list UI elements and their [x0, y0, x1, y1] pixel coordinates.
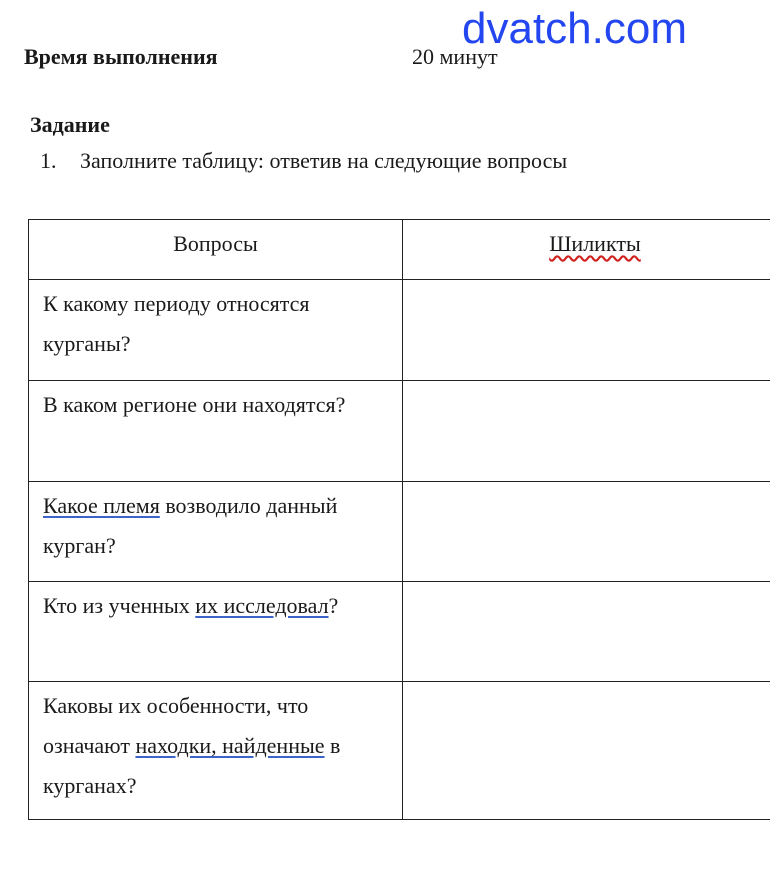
task-item-text: Заполните таблицу: ответив на следующие вопросы [80, 148, 568, 173]
question-text: ? [328, 593, 339, 618]
header-shilikty [403, 220, 770, 280]
question-text-underlined: находки, найденные [135, 733, 325, 758]
question-text: Каковы их особенности, что означают [43, 693, 309, 758]
answer-cell[interactable] [403, 280, 770, 381]
task-item-number: 1. [40, 148, 57, 173]
table-row [29, 482, 770, 582]
question-text-underlined: Какое племя [43, 493, 160, 518]
answer-cell[interactable] [403, 582, 770, 682]
question-cell [29, 582, 403, 682]
table-row [29, 582, 770, 682]
answer-cell[interactable] [403, 682, 770, 820]
table-row [29, 280, 770, 381]
header-shilikty-text: Шиликты [549, 231, 641, 256]
time-label: Время выполнения [24, 44, 218, 69]
answer-cell[interactable] [403, 381, 770, 482]
questions-table [28, 219, 770, 820]
task-title: Задание [30, 112, 110, 137]
table-header-row [29, 220, 770, 280]
question-text-underlined: исследовал [223, 593, 329, 618]
header-questions: Вопросы [29, 220, 403, 280]
table-row [29, 381, 770, 482]
question-text: возводило данный курган? [43, 493, 338, 558]
time-value: 20 минут [412, 44, 498, 69]
question-cell: К какому периоду относятся курганы? [29, 280, 403, 381]
question-cell [29, 682, 403, 820]
question-text: Кто из ученных [43, 593, 196, 618]
watermark-logo: dvatch.com [462, 4, 687, 53]
question-text-underlined: их [195, 593, 219, 618]
question-cell [29, 482, 403, 582]
question-cell: В каком регионе они находятся? [29, 381, 403, 482]
question-text: в курганах? [43, 733, 341, 798]
task-item [40, 148, 567, 174]
answer-cell[interactable] [403, 482, 770, 582]
table-row [29, 682, 770, 820]
